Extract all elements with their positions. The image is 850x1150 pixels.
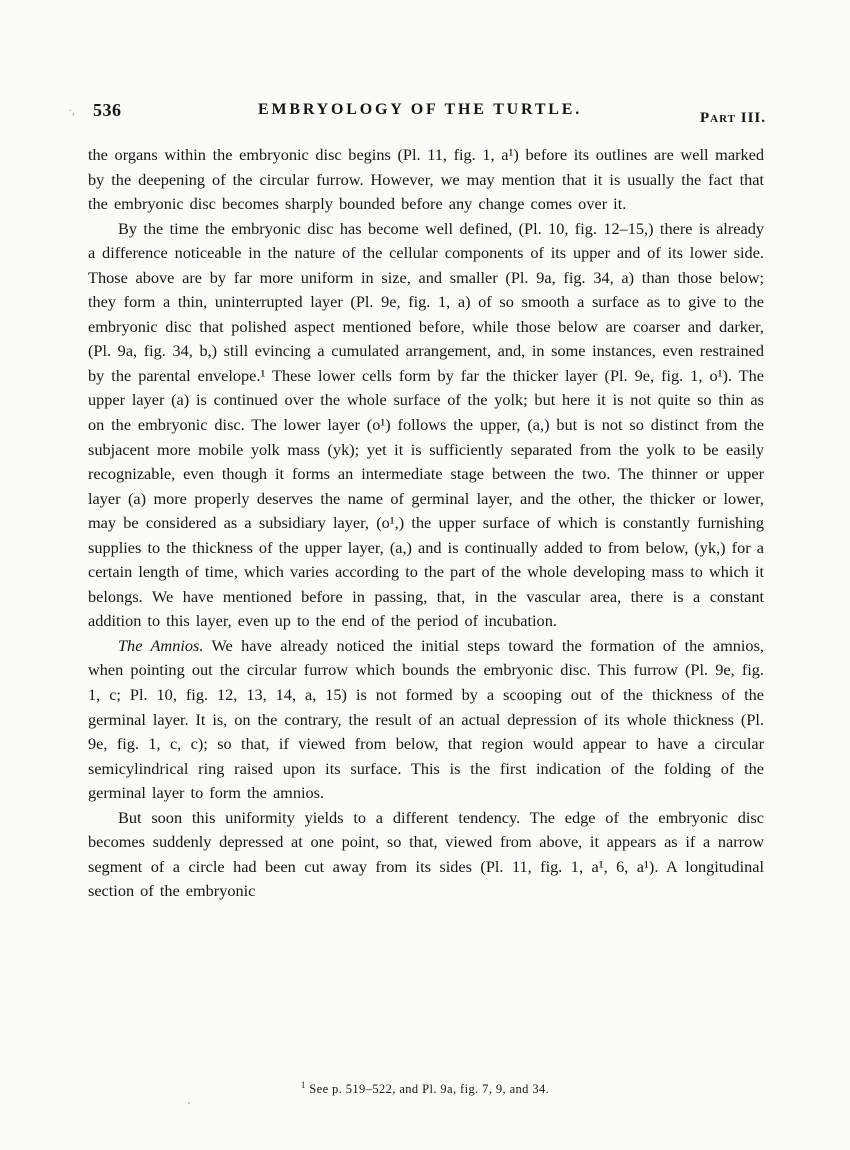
running-head	[68, 100, 770, 126]
paragraph-embryonic-disc-layers: By the time the embryonic disc has become well defined, (Pl. 10, fig. 12–15,) there is already a difference noticeable in the nature of the cellular components of its upper and of its lower side. Those above are by far more uniform in size, and smaller (Pl. 9a, fig. 34, a) than those below; they form a thin, uninterrupted layer (Pl. 9e, fig. 1, a) of so smooth a surface as to give to the embryonic disc that polished aspect mentioned before, while those below are coarser and darker, (Pl. 9a, fig. 34, b,) still evincing a cumulated arrangement, and, in some instances, even restrained by the parental envelope.¹ These lower cells form by far the thicker layer (Pl. 9e, fig. 1, o¹). The upper layer (a) is continued over the whole surface of the yolk; but here it is not quite so thin as on the embryonic disc. The lower layer (o¹) follows the upper, (a,) but is not so distinct from the subjacent more mobile yolk mass (yk); yet it is sufficiently separated from the yolk to be easily recognizable, even though it forms an intermediate stage between the two. The thinner or upper layer (a) more properly deserves the name of germinal layer, and the other, the thicker or lower, may be considered as a subsidiary layer, (o¹,) the upper surface of which is constantly furnishing supplies to the thickness of the upper layer, (a,) and is continually added to from below, (yk,) for a certain length of time, which varies according to the part of the whole developing mass to which it belongs. We have mentioned before in passing, that, in the vascular area, there is a constant addition to this layer, even up to the end of the period of incubation.	[88, 218, 764, 631]
footnote	[0, 1080, 850, 1097]
paragraph-amnios	[88, 634, 764, 806]
page-corner-mark: ·,	[68, 103, 75, 117]
body-text	[88, 143, 764, 904]
paragraph-continuation: the organs within the embryonic disc begins (Pl. 11, fig. 1, a¹) before its outlines are well marked by the deepening of the circular furrow. However, we may mention that it is usually the fact that the embryonic disc becomes sharply bounded before any change comes over it.	[88, 145, 764, 214]
paragraph-embryonic-disc-edge: But soon this uniformity yields to a different tendency. The edge of the embryonic disc becomes suddenly depressed at one point, so that, viewed from above, it appears as if a narrow segment of a circle had been cut away from its sides (Pl. 11, fig. 1, a¹, 6, a¹). A longitudinal section of the embryonic	[88, 807, 764, 901]
section-heading-amnios: The Amnios.	[118, 635, 204, 655]
print-speck	[188, 1102, 190, 1104]
part-label: Part III.	[699, 110, 766, 126]
footnote-marker: 1	[300, 1080, 306, 1090]
paragraph-amnios-text: We have already noticed the initial steps toward the formation of the amnios, when pointing out the circular furrow which bounds the embryonic disc. This furrow (Pl. 9e, fig. 1, c; Pl. 10, fig. 12, 13, 14, a, 15) is not formed by a scooping out of the thickness of the germinal layer. It is, on the contrary, the result of an actual depression of its whole thickness (Pl. 9e, fig. 1, c, c); so that, if viewed from below, that region would appear to have a circular semicylindrical ring raised upon its surface. This is the first indication of the folding of the germinal layer to form the amnios.	[88, 635, 764, 803]
running-title: EMBRYOLOGY OF THE TURTLE.	[258, 101, 583, 118]
page-number: 536	[93, 100, 122, 120]
footnote-text: See p. 519–522, and Pl. 9a, fig. 7, 9, and 34.	[309, 1082, 550, 1096]
